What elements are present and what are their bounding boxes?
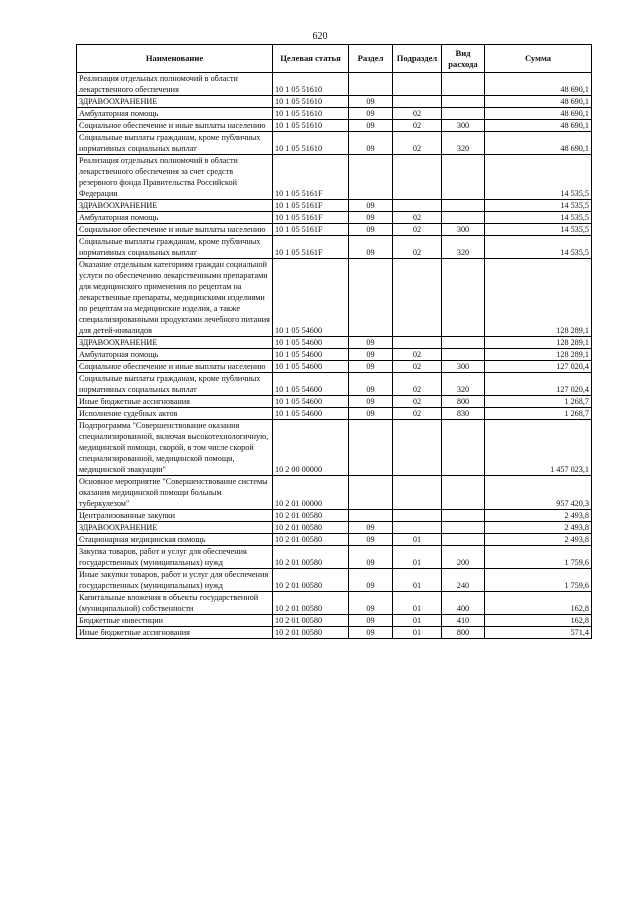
cell-sum: 1 759,6 (485, 569, 592, 592)
cell-sum: 14 535,5 (485, 236, 592, 259)
cell-name: ЗДРАВООХРАНЕНИЕ (77, 200, 273, 212)
cell-kind: 800 (442, 627, 485, 639)
cell-target: 10 1 05 51610 (273, 132, 349, 155)
cell-name: Социальные выплаты гражданам, кроме публичных нормативных социальных выплат (77, 132, 273, 155)
cell-section: 09 (349, 396, 393, 408)
table-row (77, 259, 592, 337)
table-header-row (77, 45, 592, 73)
cell-sum: 571,4 (485, 627, 592, 639)
cell-subsection: 02 (393, 120, 442, 132)
cell-section: 09 (349, 108, 393, 120)
table-row (77, 120, 592, 132)
cell-sum: 128 289,1 (485, 259, 592, 337)
cell-kind (442, 349, 485, 361)
cell-section (349, 155, 393, 200)
cell-subsection (393, 510, 442, 522)
cell-kind: 300 (442, 361, 485, 373)
cell-section (349, 73, 393, 96)
cell-name: Оказание отдельным категориям граждан социальной услуги по обеспечению лекарственными препаратами для медицинского применения по рецептам на лекарственные препараты, медицинскими изделиями по рецептам на медицинские изделия, а также специализированными продуктами лечебного питания для детей-инвалидов (77, 259, 273, 337)
cell-kind (442, 212, 485, 224)
cell-kind (442, 200, 485, 212)
cell-section: 09 (349, 224, 393, 236)
cell-subsection: 02 (393, 373, 442, 396)
table-row (77, 132, 592, 155)
cell-section: 09 (349, 522, 393, 534)
cell-subsection: 02 (393, 396, 442, 408)
cell-section: 09 (349, 361, 393, 373)
cell-sum: 1 457 023,1 (485, 420, 592, 476)
cell-kind: 320 (442, 132, 485, 155)
cell-section: 09 (349, 534, 393, 546)
cell-section: 09 (349, 212, 393, 224)
cell-section: 09 (349, 200, 393, 212)
cell-target: 10 1 05 54600 (273, 259, 349, 337)
cell-subsection: 02 (393, 212, 442, 224)
table-row (77, 546, 592, 569)
table-row (77, 73, 592, 96)
cell-target: 10 1 05 51610 (273, 120, 349, 132)
header-target: Целевая статья (273, 45, 349, 73)
cell-section: 09 (349, 627, 393, 639)
cell-name: Капитальные вложения в объекты государственной (муниципальной) собственности (77, 592, 273, 615)
table-row (77, 476, 592, 510)
cell-kind (442, 259, 485, 337)
cell-name: Иные бюджетные ассигнования (77, 396, 273, 408)
cell-target: 10 2 01 00580 (273, 534, 349, 546)
cell-subsection: 02 (393, 108, 442, 120)
cell-kind (442, 108, 485, 120)
cell-kind (442, 155, 485, 200)
table-row (77, 236, 592, 259)
cell-sum: 957 420,3 (485, 476, 592, 510)
cell-name: Реализация отдельных полномочий в области лекарственного обеспечения (77, 73, 273, 96)
cell-sum: 14 535,5 (485, 212, 592, 224)
table-row (77, 592, 592, 615)
cell-sum: 14 535,5 (485, 200, 592, 212)
cell-target: 10 1 05 5161F (273, 200, 349, 212)
cell-sum: 1 268,7 (485, 396, 592, 408)
cell-name: Социальные выплаты гражданам, кроме публичных нормативных социальных выплат (77, 236, 273, 259)
cell-subsection: 02 (393, 132, 442, 155)
cell-kind (442, 96, 485, 108)
cell-subsection: 01 (393, 569, 442, 592)
cell-subsection (393, 337, 442, 349)
cell-section: 09 (349, 96, 393, 108)
cell-target: 10 2 01 00580 (273, 522, 349, 534)
cell-section: 09 (349, 337, 393, 349)
cell-target: 10 2 01 00580 (273, 627, 349, 639)
cell-name: Подпрограмма "Совершенствование оказания специализированной, включая высокотехнологичную, медицинской помощи, скорой, в том числе скорой специализированной, медицинской помощи, медицинской эвакуации" (77, 420, 273, 476)
cell-sum: 48 690,1 (485, 120, 592, 132)
cell-target: 10 2 01 00580 (273, 546, 349, 569)
cell-target: 10 1 05 5161F (273, 224, 349, 236)
table-row (77, 361, 592, 373)
cell-name: Амбулаторная помощь (77, 212, 273, 224)
cell-sum: 1 759,6 (485, 546, 592, 569)
table-row (77, 627, 592, 639)
table-row (77, 569, 592, 592)
cell-name: ЗДРАВООХРАНЕНИЕ (77, 337, 273, 349)
cell-section: 09 (349, 120, 393, 132)
cell-subsection: 01 (393, 546, 442, 569)
cell-name: Социальное обеспечение и иные выплаты населению (77, 361, 273, 373)
cell-section: 09 (349, 349, 393, 361)
cell-subsection: 01 (393, 627, 442, 639)
cell-sum: 128 289,1 (485, 337, 592, 349)
table-row (77, 212, 592, 224)
cell-section (349, 510, 393, 522)
cell-section: 09 (349, 592, 393, 615)
cell-target: 10 2 00 00000 (273, 420, 349, 476)
cell-section: 09 (349, 569, 393, 592)
cell-kind: 300 (442, 224, 485, 236)
cell-name: Социальные выплаты гражданам, кроме публичных нормативных социальных выплат (77, 373, 273, 396)
cell-subsection (393, 420, 442, 476)
cell-section: 09 (349, 373, 393, 396)
table-row (77, 408, 592, 420)
table-row (77, 396, 592, 408)
cell-subsection: 02 (393, 408, 442, 420)
cell-kind (442, 73, 485, 96)
cell-sum: 48 690,1 (485, 108, 592, 120)
cell-name: Закупка товаров, работ и услуг для обеспечения государственных (муниципальных) нужд (77, 546, 273, 569)
header-name: Наименование (77, 45, 273, 73)
cell-kind (442, 476, 485, 510)
cell-target: 10 1 05 54600 (273, 349, 349, 361)
cell-name: Исполнение судебных актов (77, 408, 273, 420)
cell-name: Бюджетные инвестиции (77, 615, 273, 627)
cell-kind: 320 (442, 373, 485, 396)
cell-name: Социальное обеспечение и иные выплаты населению (77, 224, 273, 236)
cell-kind (442, 522, 485, 534)
cell-subsection: 02 (393, 349, 442, 361)
cell-target: 10 2 01 00580 (273, 510, 349, 522)
cell-subsection (393, 476, 442, 510)
cell-target: 10 2 01 00580 (273, 569, 349, 592)
cell-name: Иные закупки товаров, работ и услуг для обеспечения государственных (муниципальных) нужд (77, 569, 273, 592)
cell-target: 10 1 05 5161F (273, 212, 349, 224)
table-row (77, 155, 592, 200)
table-row (77, 373, 592, 396)
cell-subsection (393, 73, 442, 96)
cell-name: Централизованные закупки (77, 510, 273, 522)
cell-sum: 127 020,4 (485, 361, 592, 373)
cell-target: 10 1 05 5161F (273, 155, 349, 200)
cell-sum: 1 268,7 (485, 408, 592, 420)
cell-sum: 48 690,1 (485, 132, 592, 155)
cell-target: 10 1 05 54600 (273, 408, 349, 420)
cell-subsection: 01 (393, 615, 442, 627)
cell-target: 10 1 05 54600 (273, 373, 349, 396)
header-section: Раздел (349, 45, 393, 73)
table-body (77, 73, 592, 639)
header-subsection: Подраздел (393, 45, 442, 73)
cell-kind: 200 (442, 546, 485, 569)
table-row (77, 224, 592, 236)
cell-section: 09 (349, 408, 393, 420)
cell-target: 10 1 05 54600 (273, 396, 349, 408)
cell-subsection (393, 200, 442, 212)
cell-section (349, 476, 393, 510)
table-row (77, 615, 592, 627)
header-kind: Вид расхода (442, 45, 485, 73)
cell-sum: 2 493,8 (485, 534, 592, 546)
cell-kind (442, 510, 485, 522)
cell-target: 10 2 01 00580 (273, 615, 349, 627)
cell-subsection: 02 (393, 236, 442, 259)
cell-target: 10 1 05 5161F (273, 236, 349, 259)
cell-sum: 128 289,1 (485, 349, 592, 361)
cell-subsection (393, 96, 442, 108)
cell-section: 09 (349, 132, 393, 155)
cell-section: 09 (349, 236, 393, 259)
cell-kind: 240 (442, 569, 485, 592)
cell-name: Амбулаторная помощь (77, 349, 273, 361)
cell-kind: 410 (442, 615, 485, 627)
cell-sum: 162,8 (485, 592, 592, 615)
cell-subsection: 01 (393, 592, 442, 615)
table-row (77, 108, 592, 120)
table-row (77, 522, 592, 534)
cell-kind (442, 420, 485, 476)
cell-subsection: 02 (393, 361, 442, 373)
cell-kind (442, 337, 485, 349)
table-row (77, 200, 592, 212)
cell-name: ЗДРАВООХРАНЕНИЕ (77, 522, 273, 534)
cell-sum: 14 535,5 (485, 155, 592, 200)
cell-kind: 320 (442, 236, 485, 259)
cell-sum: 48 690,1 (485, 96, 592, 108)
cell-subsection (393, 155, 442, 200)
cell-name: ЗДРАВООХРАНЕНИЕ (77, 96, 273, 108)
table-row (77, 510, 592, 522)
cell-section (349, 259, 393, 337)
cell-target: 10 1 05 54600 (273, 337, 349, 349)
header-sum: Сумма (485, 45, 592, 73)
cell-sum: 162,8 (485, 615, 592, 627)
cell-kind: 400 (442, 592, 485, 615)
cell-target: 10 1 05 51610 (273, 73, 349, 96)
cell-name: Основное мероприятие "Совершенствование системы оказания медицинской помощи больным туберкулезом" (77, 476, 273, 510)
page-number: 620 (312, 31, 328, 42)
cell-section: 09 (349, 615, 393, 627)
budget-table (76, 44, 592, 639)
cell-subsection: 02 (393, 224, 442, 236)
cell-name: Социальное обеспечение и иные выплаты населению (77, 120, 273, 132)
table-row (77, 534, 592, 546)
cell-section (349, 420, 393, 476)
cell-sum: 2 493,8 (485, 522, 592, 534)
cell-kind: 830 (442, 408, 485, 420)
cell-target: 10 2 01 00000 (273, 476, 349, 510)
cell-section: 09 (349, 546, 393, 569)
cell-name: Амбулаторная помощь (77, 108, 273, 120)
cell-target: 10 1 05 51610 (273, 108, 349, 120)
table-row (77, 96, 592, 108)
cell-sum: 48 690,1 (485, 73, 592, 96)
cell-kind: 300 (442, 120, 485, 132)
cell-target: 10 2 01 00580 (273, 592, 349, 615)
table-row (77, 337, 592, 349)
cell-subsection: 01 (393, 534, 442, 546)
cell-sum: 2 493,8 (485, 510, 592, 522)
cell-kind (442, 534, 485, 546)
table-row (77, 420, 592, 476)
cell-sum: 127 020,4 (485, 373, 592, 396)
cell-subsection (393, 259, 442, 337)
cell-subsection (393, 522, 442, 534)
table-row (77, 349, 592, 361)
cell-sum: 14 535,5 (485, 224, 592, 236)
cell-name: Иные бюджетные ассигнования (77, 627, 273, 639)
cell-target: 10 1 05 54600 (273, 361, 349, 373)
cell-name: Стационарная медицинская помощь (77, 534, 273, 546)
cell-kind: 800 (442, 396, 485, 408)
cell-target: 10 1 05 51610 (273, 96, 349, 108)
cell-name: Реализация отдельных полномочий в области лекарственного обеспечения за счет средств резервного фонда Правительства Российской Федерации (77, 155, 273, 200)
